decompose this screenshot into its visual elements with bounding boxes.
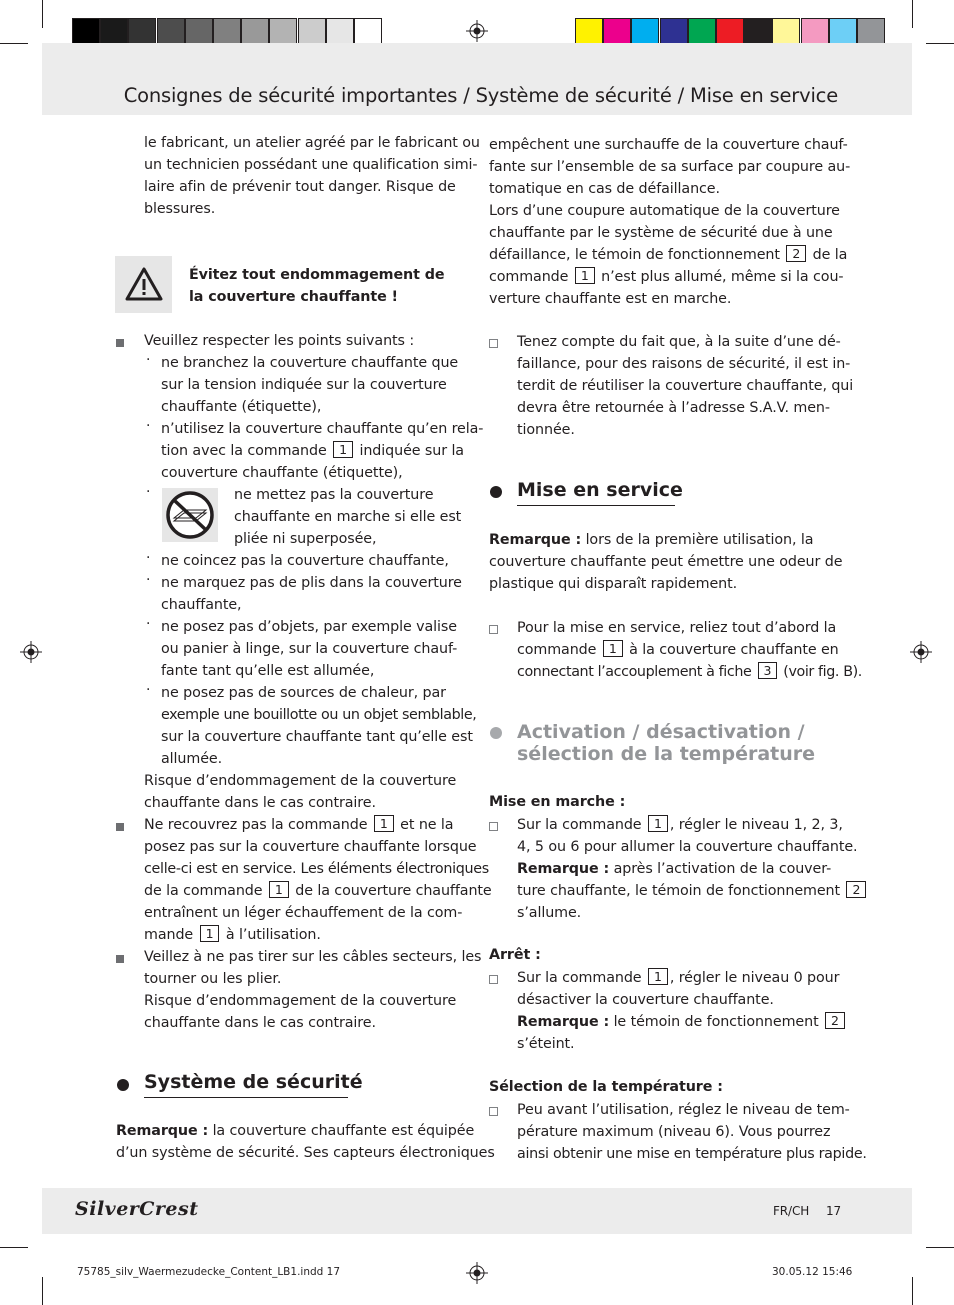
bullet-square-icon (116, 955, 124, 963)
sub-bullet: · (146, 418, 151, 434)
list-item-line: de la commande 1 de la couverture chauffante (144, 882, 492, 899)
registration-mark-icon (20, 641, 42, 663)
bullet-square-icon (489, 1107, 498, 1116)
color-swatch (688, 18, 716, 46)
list-item-line: ture chauffante, le témoin de fonctionnement 2 (517, 880, 868, 902)
list-item-line: terdit de réutiliser la couverture chauffante, qui (517, 378, 854, 394)
color-swatch (269, 18, 297, 46)
color-swatch (716, 18, 744, 46)
sub-item-line: ne posez pas d’objets, par exemple valise (161, 619, 457, 635)
ref-control: 1 (200, 925, 220, 942)
list-item-line: Ne recouvrez pas la commande 1 et ne la (144, 816, 454, 833)
sub-item-line: ne posez pas de sources de chaleur, par (161, 685, 446, 701)
registration-mark-icon (466, 1262, 488, 1284)
no-folded-blanket-icon (162, 488, 218, 542)
crop-mark (912, 0, 913, 28)
color-swatch (128, 18, 156, 46)
ref-indicator: 2 (846, 881, 866, 898)
list-item-line: Pour la mise en service, reliez tout d’abord la (517, 620, 837, 636)
warning-heading: la couverture chauffante ! (189, 289, 398, 305)
subheading-off: Arrêt : (489, 947, 541, 963)
crop-mark (926, 43, 954, 44)
color-swatch (829, 18, 857, 46)
paragraph-line: tomatique en cas de défaillance. (489, 181, 720, 197)
list-item-line: s’éteint. (517, 1036, 575, 1052)
intro-line: blessures. (144, 201, 216, 217)
section-bullet-icon (490, 727, 502, 739)
paragraph-line: commande 1 n’est plus allumé, même si la cou- (489, 268, 844, 285)
list-item-line: devra être retournée à l’adresse S.A.V. men- (517, 400, 830, 416)
sub-item-line: sur la couverture chauffante tant qu’elle est (161, 729, 473, 745)
brand-logo: SilverCrest (75, 1198, 199, 1220)
list-item-line: tionnée. (517, 422, 575, 438)
ref-control: 1 (269, 881, 289, 898)
sub-bullet: · (146, 616, 151, 632)
bullet-square-icon (489, 339, 498, 348)
sub-item-line: ou panier à linge, sur la couverture chauf- (161, 641, 458, 657)
bullet-square-icon (489, 822, 498, 831)
list-item-line: entraînent un léger échauffement de la com- (144, 905, 463, 921)
list-item-line: Remarque : le témoin de fonctionnement 2 (517, 1011, 847, 1033)
bullet-square-icon (489, 625, 498, 634)
color-swatch (100, 18, 128, 46)
sub-item-line: exemple une bouillotte ou un objet semblable, (161, 707, 477, 723)
sub-item-line: chauffante en marche si elle est (234, 509, 462, 525)
ref-indicator: 2 (786, 245, 806, 262)
paragraph-line: empêchent une surchauffe de la couverture chauf- (489, 137, 848, 153)
list-item-line: tourner ou les plier. (144, 971, 282, 987)
color-swatch (631, 18, 659, 46)
registration-mark-icon (466, 20, 488, 42)
sub-item-line: couverture chauffante (étiquette), (161, 465, 403, 481)
crop-mark (42, 1277, 43, 1305)
color-swatch (72, 18, 100, 46)
page-title: Consignes de sécurité importantes / Système de sécurité / Mise en service (123, 84, 838, 107)
list-item-line: celle-ci est en service. Les éléments électroniques (144, 861, 489, 877)
ref-plug: 3 (758, 662, 778, 679)
list-item-line: chauffante dans le cas contraire. (144, 1015, 376, 1031)
ref-control: 1 (648, 968, 668, 985)
sub-bullet: · (146, 572, 151, 588)
color-swatch (157, 18, 185, 46)
ref-indicator: 2 (825, 1012, 845, 1029)
section-heading-activation: Activation / désactivation / (517, 721, 805, 743)
slug-date: 30.05.12 15:46 (772, 1266, 853, 1278)
paragraph-line: fante sur l’ensemble de sa surface par coupure au- (489, 159, 851, 175)
note-line: d’un système de sécurité. Ses capteurs électroniques (116, 1145, 495, 1161)
list-item-line: pérature maximum (niveau 6). Vous pourrez (517, 1124, 831, 1140)
section-bullet-icon (490, 486, 502, 498)
list-item-line: Sur la commande 1 , régler le niveau 1, 2, 3, (517, 816, 843, 833)
color-swatch (354, 18, 382, 46)
list-item-line: 4, 5 ou 6 pour allumer la couverture chauffante. (517, 839, 858, 855)
sub-bullet: · (146, 352, 151, 368)
section-heading-service: Mise en service (517, 479, 683, 501)
crop-mark (42, 0, 43, 28)
warning-triangle-icon (124, 266, 164, 302)
language-code: FR/CH (773, 1204, 810, 1218)
list-item-line: mande 1 à l’utilisation. (144, 926, 321, 943)
note-line: Remarque : la couverture chauffante est équipée (116, 1123, 475, 1139)
color-swatch (575, 18, 603, 46)
section-bullet-icon (117, 1079, 129, 1091)
intro-line: un technicien possédant une qualification simi- (144, 157, 478, 173)
list-item-line: Sur la commande 1 , régler le niveau 0 pour (517, 969, 840, 986)
list-item-line: Veillez à ne pas tirer sur les câbles secteurs, les (144, 949, 482, 965)
list-item-line: posez pas sur la couverture chauffante lorsque (144, 839, 477, 855)
ref-control: 1 (603, 640, 623, 657)
page-header (42, 43, 912, 115)
color-swatch (857, 18, 885, 46)
ref-control: 1 (575, 267, 595, 284)
color-swatch (801, 18, 829, 46)
risk-note: chauffante dans le cas contraire. (144, 795, 376, 811)
crop-mark (912, 1277, 913, 1305)
paragraph-line: Lors d’une coupure automatique de la couverture (489, 203, 840, 219)
sub-item-line: pliée ni superposée, (234, 531, 377, 547)
list-item-line: Risque d’endommagement de la couverture (144, 993, 457, 1009)
sub-item-line: n’utilisez la couverture chauffante qu’en rela- (161, 421, 484, 437)
heading-underline (144, 1097, 348, 1098)
crop-mark (0, 1247, 28, 1248)
registration-mark-icon (910, 641, 932, 663)
sub-item-line: chauffante, (161, 597, 242, 613)
sub-item-line: tion avec la commande 1 indiquée sur la (161, 442, 464, 459)
color-swatch (744, 18, 772, 46)
warning-heading: Évitez tout endommagement de (189, 267, 445, 283)
intro-line: laire afin de prévenir tout danger. Risque de (144, 179, 456, 195)
list-item-line: commande 1 à la couverture chauffante en (517, 641, 839, 658)
list-item-line: s’allume. (517, 905, 582, 921)
warning-box (115, 256, 172, 313)
subheading-on: Mise en marche : (489, 794, 626, 810)
color-swatch (603, 18, 631, 46)
risk-note: Risque d’endommagement de la couverture (144, 773, 457, 789)
subheading-temp: Sélection de la température : (489, 1079, 723, 1095)
sub-item-line: ne mettez pas la couverture (234, 487, 434, 503)
list-item-line: connectant l’accouplement à fiche 3 (voir fig. B). (517, 663, 862, 680)
sub-item-line: ne marquez pas de plis dans la couverture (161, 575, 462, 591)
note-line: plastique qui disparaît rapidement. (489, 576, 738, 592)
color-swatch (241, 18, 269, 46)
ref-control: 1 (648, 815, 668, 832)
section-heading-activation: sélection de la température (517, 743, 816, 765)
crop-mark (0, 43, 28, 44)
page-number: 17 (826, 1204, 842, 1218)
color-swatch (660, 18, 688, 46)
section-heading-system: Système de sécurité (144, 1071, 363, 1093)
note-line: Remarque : lors de la première utilisation, la (489, 532, 814, 548)
paragraph-line: verture chauffante est en marche. (489, 291, 732, 307)
crop-mark (926, 1247, 954, 1248)
color-swatch (298, 18, 326, 46)
ref-control: 1 (374, 815, 394, 832)
paragraph-line: défaillance, le témoin de fonctionnement 2 de la (489, 246, 848, 263)
list-item-line: Remarque : après l’activation de la couver- (517, 861, 832, 877)
bullet-square-icon (116, 339, 124, 347)
sub-bullet: · (146, 484, 151, 500)
sub-bullet: · (146, 550, 151, 566)
color-swatch (326, 18, 354, 46)
sub-item-line: fante tant qu’elle est allumée, (161, 663, 375, 679)
sub-bullet: · (146, 682, 151, 698)
list-item-line: Tenez compte du fait que, à la suite d’une dé- (517, 334, 841, 350)
ref-control: 1 (333, 441, 353, 458)
bullet-square-icon (116, 823, 124, 831)
note-line: couverture chauffante peut émettre une odeur de (489, 554, 843, 570)
color-swatch (213, 18, 241, 46)
sub-item-line: ne coincez pas la couverture chauffante, (161, 553, 449, 569)
color-swatch (185, 18, 213, 46)
sub-item-line: ne branchez la couverture chauffante que (161, 355, 459, 371)
list-item: Veuillez respecter les points suivants : (144, 333, 415, 349)
list-item-line: Peu avant l’utilisation, réglez le niveau de tem- (517, 1102, 850, 1118)
sub-item-line: sur la tension indiquée sur la couverture (161, 377, 447, 393)
color-swatch (772, 18, 800, 46)
list-item-line: faillance, pour des raisons de sécurité, il est in- (517, 356, 851, 372)
intro-line: le fabricant, un atelier agréé par le fabricant ou (144, 135, 480, 151)
sub-item-line: chauffante (étiquette), (161, 399, 322, 415)
list-item-line: ainsi obtenir une mise en température plus rapide. (517, 1146, 867, 1162)
slug-filename: 75785_silv_Waermezudecke_Content_LB1.indd 17 (77, 1266, 341, 1278)
bullet-square-icon (489, 975, 498, 984)
list-item-line: désactiver la couverture chauffante. (517, 992, 774, 1008)
sub-item-line: allumée. (161, 751, 223, 767)
heading-underline (517, 505, 675, 506)
paragraph-line: chauffante par le système de sécurité due à une (489, 225, 833, 241)
